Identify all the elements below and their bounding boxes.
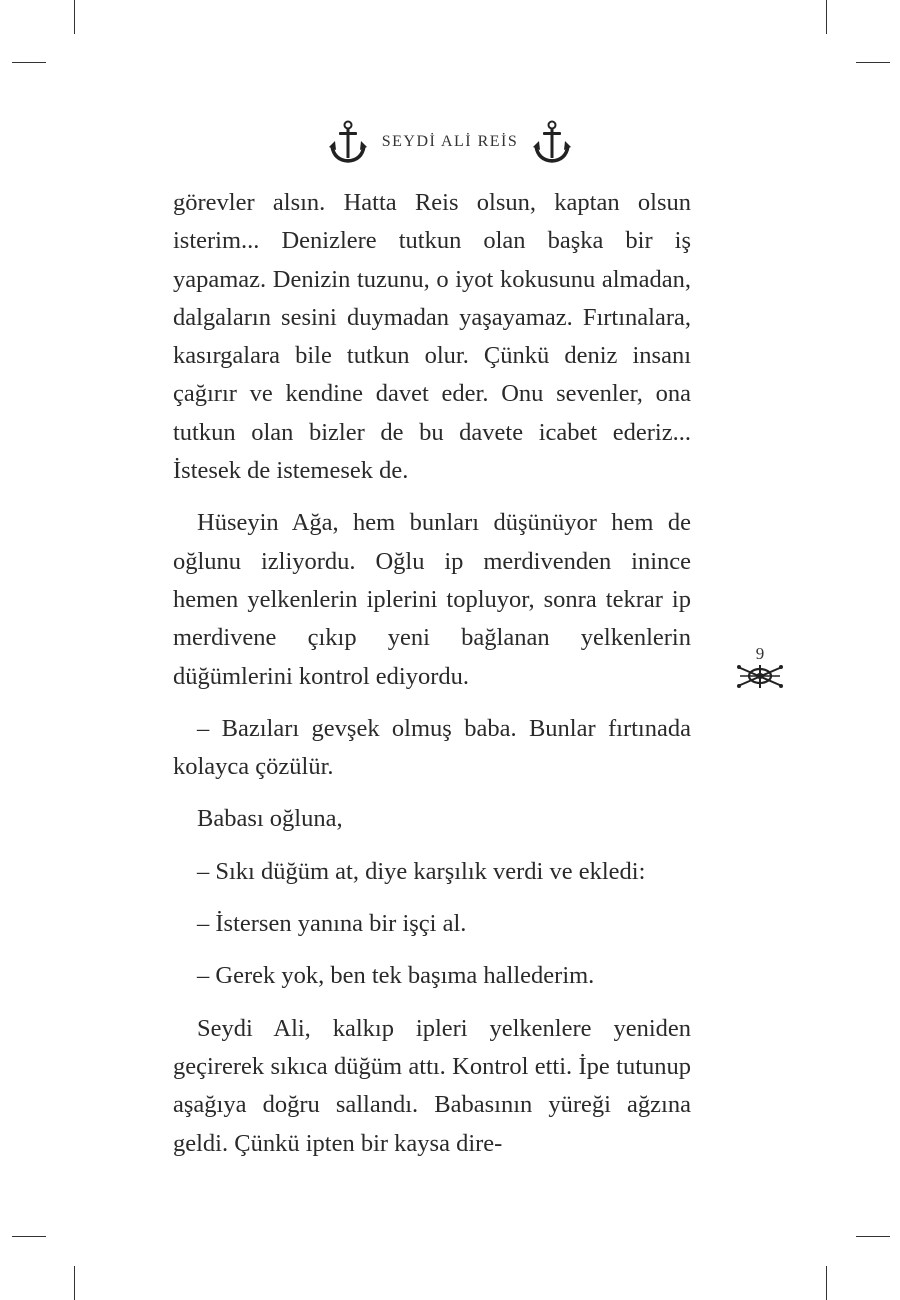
anchor-icon [328, 119, 368, 165]
body-text [173, 184, 691, 1163]
running-header [0, 112, 900, 172]
anchor-icon [532, 119, 572, 165]
crop-mark-top-left [74, 0, 75, 34]
crop-mark-bottom-left-h [12, 1236, 46, 1237]
dialogue-line: – Sıkı düğüm at, diye karşılık verdi ve ekledi: [197, 857, 646, 885]
crop-mark-bottom-left [74, 1266, 75, 1300]
crop-mark-top-right-h [856, 62, 890, 63]
crop-mark-bottom-right [826, 1266, 827, 1300]
crop-mark-bottom-right-h [856, 1236, 890, 1237]
crop-mark-top-right [826, 0, 827, 34]
paragraph: görevler alsın. Hatta Reis olsun, kaptan olsun isterim... Denizlere tutkun olan başka bir iş yapamaz. Denizin tuzunu, o iyot kokusunu almadan, dalgaların sesini duymadan yaşayamaz. Fırtınalara, kasırgalara bile tutkun olur. Çünkü deniz insanı çağırır ve kendine davet eder. Onu sevenler, ona tutkun olan bizler de bu davete icabet ederiz... İstesek de istemesek de. [173, 189, 691, 485]
page-number: 9 [755, 644, 765, 663]
dialogue-line: – İstersen yanına bir işçi al. [197, 910, 467, 938]
paragraph: Babası oğluna, [197, 805, 343, 833]
ship-wheel-icon [736, 659, 784, 689]
running-header-title: SEYDİ ALİ REİS [381, 133, 519, 150]
dialogue-line: – Bazıları gevşek olmuş baba. Bunlar fırtınada kolayca çözülür. [173, 714, 691, 781]
dialogue-line: – Gerek yok, ben tek başıma hallederim. [197, 962, 595, 990]
paragraph: Seydi Ali, kalkıp ipleri yelkenlere yeniden geçirerek sıkıca düğüm attı. Kontrol etti. İpe tutunup aşağıya doğru sallandı. Babasının yüreği ağzına geldi. Çünkü ipten bir kaysa dire- [173, 1014, 691, 1157]
crop-mark-top-left-h [12, 62, 46, 63]
paragraph: Hüseyin Ağa, hem bunları düşünüyor hem de oğlunu izliyordu. Oğlu ip merdivenden inince hemen yelkenlerin iplerini topluyor, sonra tekrar ip merdivene çıkıp yeni bağlanan yelkenlerin düğümlerini kontrol ediyordu. [173, 509, 691, 690]
page-marker [734, 645, 786, 693]
